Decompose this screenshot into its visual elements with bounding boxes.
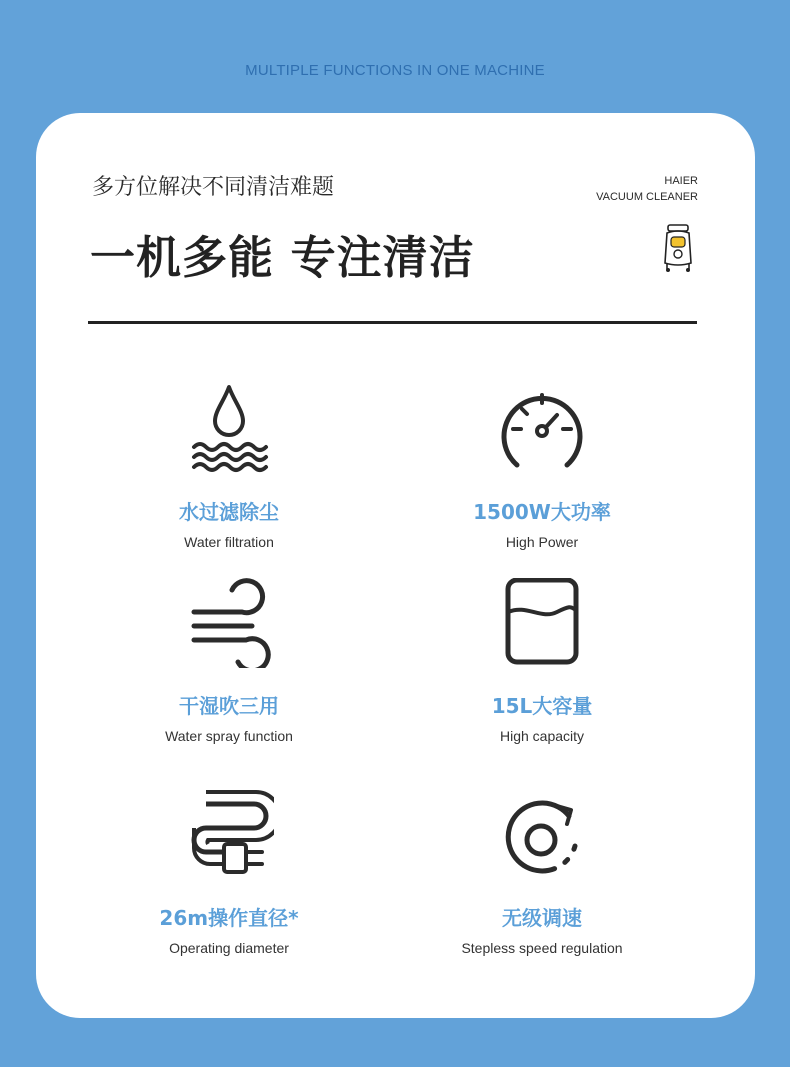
- feature-title: 无级调速: [502, 906, 582, 930]
- speedometer-icon: [497, 383, 587, 473]
- feature-card: [36, 113, 755, 1018]
- headline: 一机多能 专注清洁: [90, 231, 475, 284]
- feature-title: 干湿吹三用: [179, 694, 279, 718]
- brand-name: HAIER: [664, 175, 698, 187]
- tank-capacity-icon: [497, 578, 587, 668]
- feature-water-filtration: [79, 383, 379, 553]
- feature-desc: Water filtration: [184, 534, 274, 550]
- feature-title: 水过滤除尘: [179, 500, 279, 524]
- hose-plug-icon: [184, 788, 274, 878]
- speed-rotation-icon: [497, 788, 587, 878]
- feature-desc: Water spray function: [165, 728, 293, 744]
- feature-desc: High Power: [505, 534, 579, 550]
- feature-desc: Operating diameter: [169, 940, 289, 956]
- feature-capacity: [392, 578, 692, 748]
- feature-desc: High capacity: [499, 728, 585, 744]
- card-subtitle: 多方位解决不同清洁难题: [92, 175, 335, 200]
- feature-title: 15L大容量: [491, 694, 593, 718]
- top-banner: MULTIPLE FUNCTIONS IN ONE MACHINE: [245, 62, 545, 79]
- brand-product: VACUUM CLEANER: [596, 191, 698, 203]
- feature-dry-wet-blow: [79, 578, 379, 748]
- water-drop-waves-icon: [184, 383, 274, 473]
- feature-operating-diameter: [79, 788, 379, 963]
- feature-title: 26m操作直径*: [159, 906, 299, 930]
- feature-title: 1500W大功率: [473, 500, 611, 524]
- feature-high-power: [392, 383, 692, 553]
- vacuum-cleaner-icon: [662, 223, 694, 273]
- feature-desc: Stepless speed regulation: [461, 940, 623, 956]
- divider: [88, 321, 697, 324]
- feature-speed-regulation: [392, 788, 692, 963]
- brand-label: [596, 173, 698, 205]
- wind-icon: [184, 578, 274, 668]
